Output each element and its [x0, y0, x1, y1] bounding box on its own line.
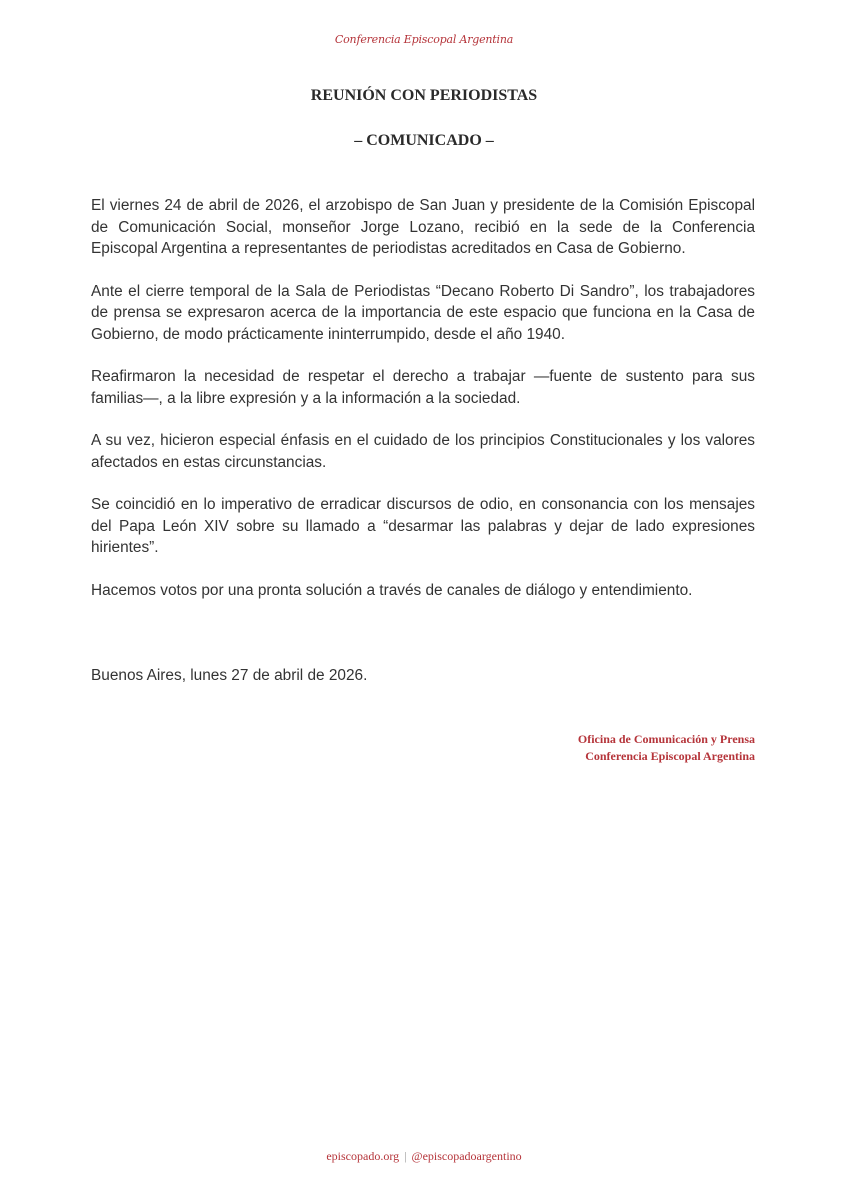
signature-block [578, 731, 755, 765]
paragraph: Hacemos votos por una pronta solución a través de canales de diálogo y entendimiento. [91, 581, 693, 599]
signature-office: Oficina de Comunicación y Prensa [577, 732, 755, 746]
paragraph: Ante el cierre temporal de la Sala de Periodistas “Decano Roberto Di Sandro”, los trabajadores de prensa se expresaron acerca de la importancia de este espacio que funciona en la Casa de Gobierno, de modo prácticamente ininterrumpido, desde el año 1940. [91, 282, 755, 343]
paragraph: Reafirmaron la necesidad de respetar el derecho a trabajar —fuente de sustento para sus familias—, a la libre expresión y a la información a la sociedad. [91, 368, 755, 407]
document-title: REUNIÓN CON PERIODISTAS [310, 87, 538, 104]
footer-website-link[interactable]: episcopado.org [326, 1149, 400, 1163]
paragraph: A su vez, hicieron especial énfasis en el cuidado de los principios Constitucionales y los valores afectados en estas circunstancias. [91, 432, 755, 471]
closing-date-line: Buenos Aires, lunes 27 de abril de 2026. [91, 667, 368, 684]
signature-organization: Conferencia Episcopal Argentina [585, 749, 755, 763]
footer-separator: | [404, 1149, 407, 1163]
document-subtitle: – COMUNICADO – [354, 132, 494, 149]
footer [0, 1149, 848, 1164]
paragraph: El viernes 24 de abril de 2026, el arzobispo de San Juan y presidente de la Comisión Episcopal de Comunicación Social, monseñor Jorge Lozano, recibió en la sede de la Conferencia Episcopal Argentina a representantes de periodistas acreditados en Casa de Gobierno. [91, 197, 755, 257]
document-body [91, 195, 755, 622]
paragraph: Se coincidió en lo imperativo de erradicar discursos de odio, en consonancia con los mensajes del Papa León XIV sobre su llamado a “desarmar las palabras y dejar de lado expresiones hirientes”. [91, 496, 755, 556]
footer-social-handle[interactable]: @episcopadoargentino [411, 1149, 522, 1163]
header-organization: Conferencia Episcopal Argentina [334, 33, 514, 46]
